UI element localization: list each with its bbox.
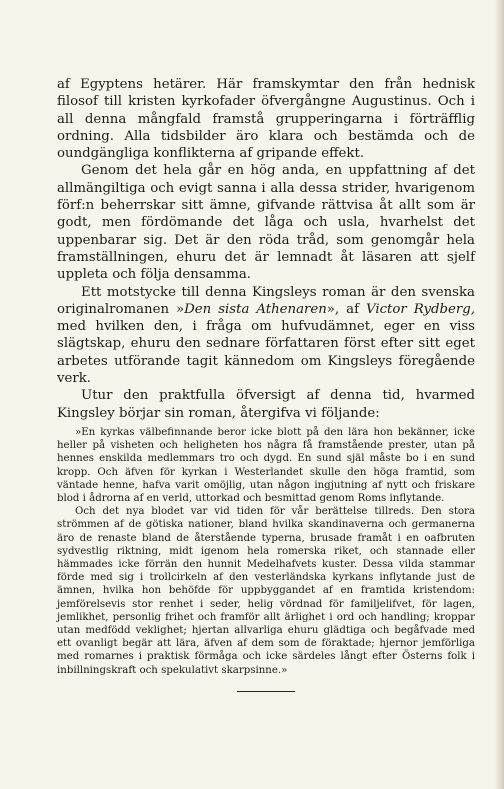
text-run: Genom det hela går en hög anda, en uppfattning af det allmängiltiga och evigt sanna i alla dessa strider, hvarigenom förf:n beherrskar sitt ämne, gifvande rättvisa åt allt som är godt, men fördömande det låga och usla, hvarhelst det uppenbarar sig. Det är den röda tråd, som genomgår hela framställningen, ehuru det är lemnadt åt läsaren att sjelf uppleta och följa densamma. <box>57 163 475 283</box>
page-text <box>57 76 475 692</box>
body-text <box>57 76 475 422</box>
quote-paragraph-2: Och det nya blodet var vid tiden för vår berättelse tillreds. Den stora strömmen af de götiska nationer, bland hvilka skandinaverna och germanerna äro de renaste bland de återstående typerna, brusade framåt i en oafbruten sydvestlig riktning, midt igenom hela romerska riket, och stannade eller hämmades icke förrän den hunnit Medelhafvets kuster. Dessa vilda stammar förde med sig i trollcirkeln af den vesterländska kyrkans inflytande just de ämnen, hvilka hon behöfde för uppbyggandet af en framtida kristendom: jemförelsevis stor renhet i seder, helig vördnad för familjelifvet, för lagen, jemlikhet, personlig frihet och framför allt ärlighet i ord och handling; kroppar utan medfödd veklighet; hjertan allvarliga ehuru glädtiga och begåfvade med ett ovanligt begär att lära, äfven af dem som de föraktade; hjernor jemförliga med romarnes i praktisk förmåga och icke särdeles långt efter Österns folk i inbillningskraft och spekulativt skarpsinne.» <box>57 506 475 676</box>
page-edge-shadow <box>494 0 504 789</box>
paragraph-3 <box>57 284 475 388</box>
author-name: Victor Rydberg, <box>365 301 475 317</box>
text-run: med hvilken den, i fråga om hufvudämnet, eger en viss slägtskap, ehuru den sednare författaren först efter sitt eget arbetes utförande tagit kännedom om Kingsleys föregående verk. <box>57 319 475 387</box>
paragraph-2 <box>57 162 475 283</box>
book-title: Den sista Athenaren <box>184 301 327 317</box>
text-run: », af <box>326 301 366 317</box>
block-quote <box>57 426 475 677</box>
paragraph-4 <box>57 387 475 422</box>
paragraph-1 <box>57 76 475 162</box>
text-run: af Egyptens hetärer. Här framskymtar den från hednisk filosof till kristen kyrkofader öfvergångne Augustinus. Och i all denna mångfald framstå grupperingarna i förträfflig ordning. Alla tidsbilder äro klara och bestämda och de oundgängliga konflikterna af gripande effekt. <box>57 77 475 162</box>
quote-paragraph-1: »En kyrkas välbefinnande beror icke blott på den lära hon bekänner, icke heller på visheten och heligheten hos några få framstående prester, utan på hennes enskilda medlemmars tro och dygd. En sund själ måste bo i en sund kropp. Och äfven för kyrkan i Westerlandet skulle den höga framtid, som väntade henne, hafva varit omöjlig, utan någon ingjutning af nytt och friskare blod i ådrorna af en verld, uttorkad och besmittad genom Roms inflytande. <box>57 426 475 504</box>
text-run: Utur den praktfulla öfversigt af denna tid, hvarmed Kingsley börjar sin roman, återgifva vi följande: <box>57 388 475 421</box>
closing-rule <box>237 691 295 692</box>
text-run: Ett motstycke till denna Kingsleys roman är den svenska originalromanen » <box>57 284 475 317</box>
